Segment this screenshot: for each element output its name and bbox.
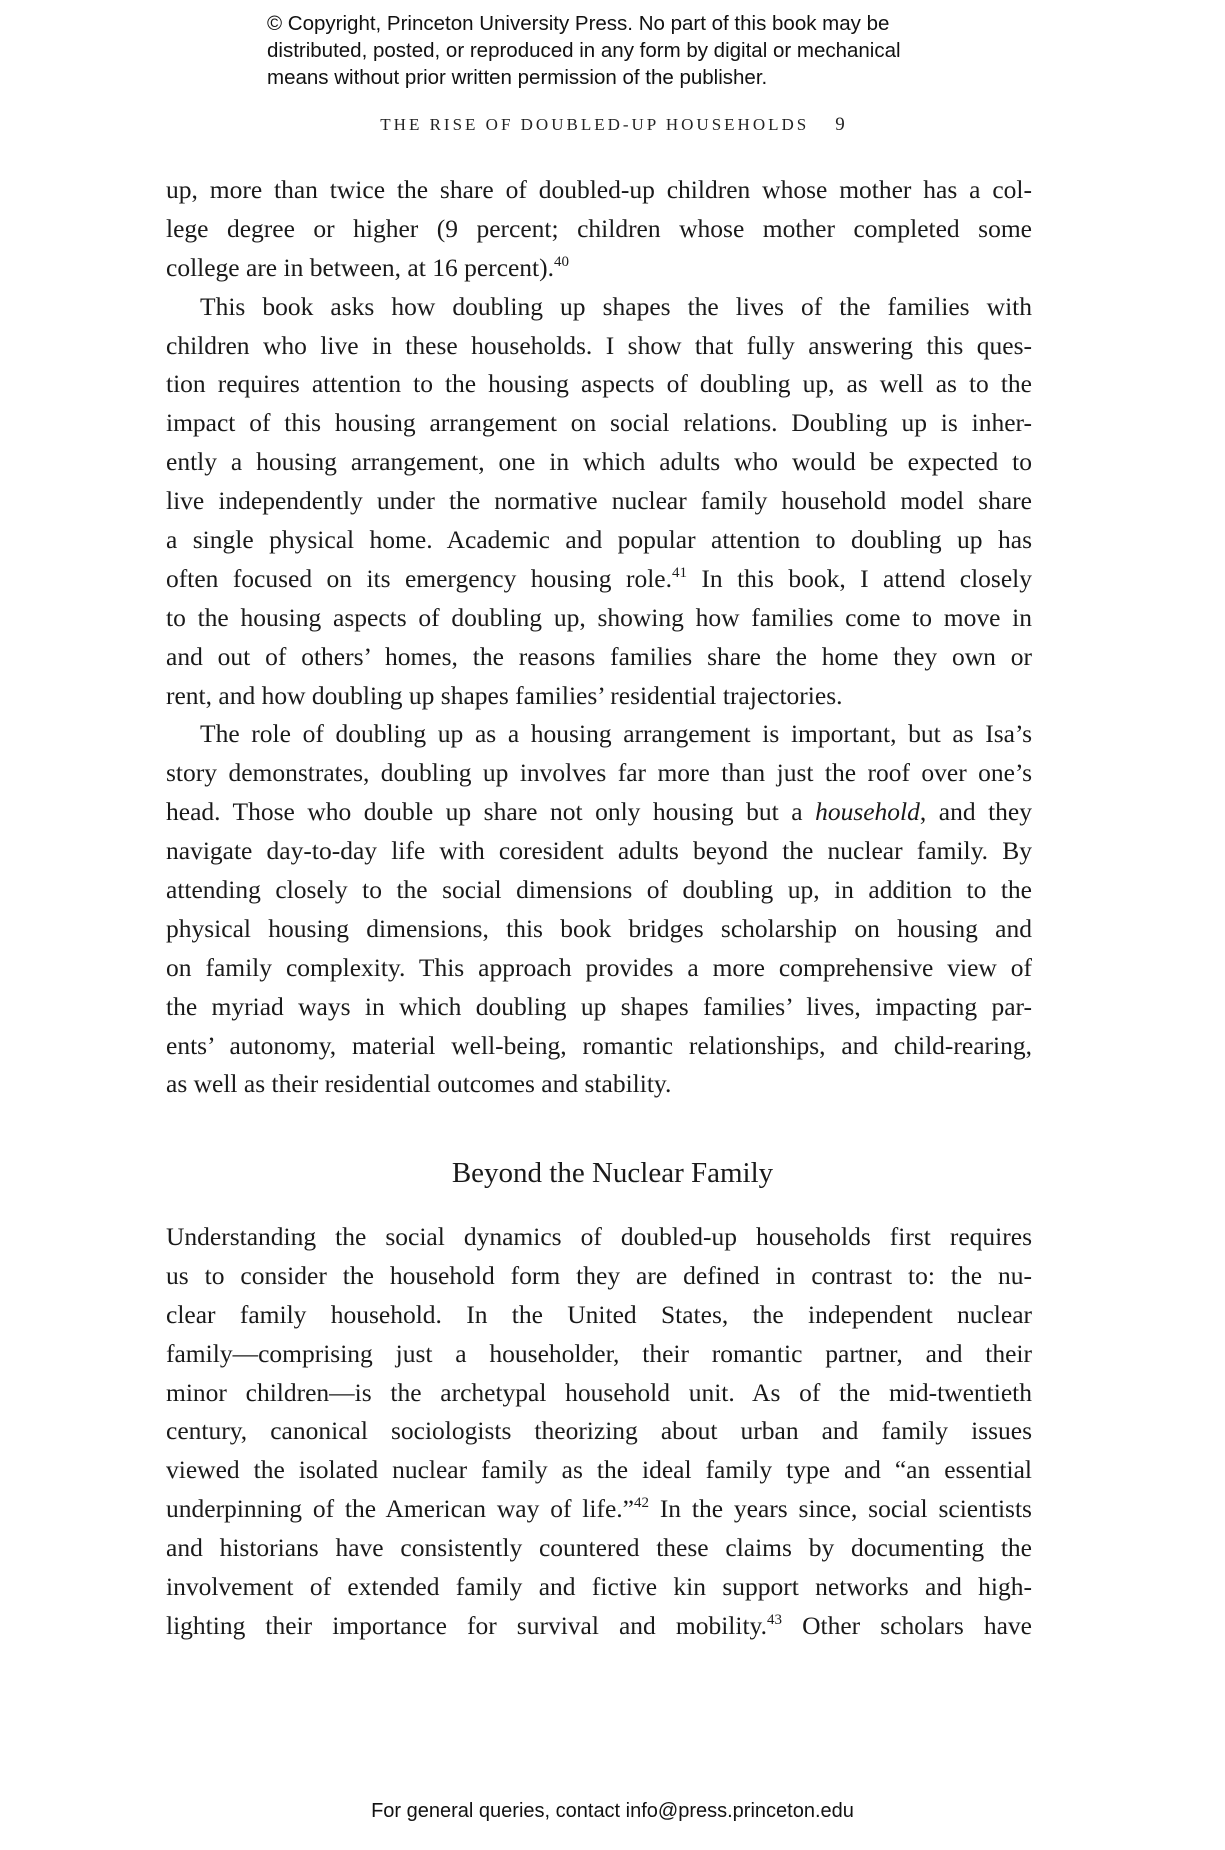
text-line [166,249,1032,288]
text-line [166,1568,1032,1607]
text-run: minor children—is the archetypal household unit. As of the mid-twentieth [166,1377,1032,1407]
text-run: attending closely to the social dimensions of doubling up, in addition to the [166,875,1032,905]
text-line [166,288,1032,327]
text-line [166,1529,1032,1568]
text-line [166,949,1032,988]
body-text-section-2 [166,1218,1032,1646]
text-run: lege degree or higher (9 percent; children whose mother completed some [166,213,1032,243]
copyright-line: distributed, posted, or reproduced in any form by digital or mechanical [267,39,901,62]
text-run: often focused on its emergency housing role. [166,563,672,593]
text-line [166,677,1032,716]
text-line [166,1218,1032,1257]
text-line [166,521,1032,560]
text-line [166,560,1032,599]
text-run: on family complexity. This approach provides a more comprehensive view of [166,952,1032,982]
section-heading: Beyond the Nuclear Family [451,1157,774,1189]
text-line [166,1490,1032,1529]
text-line [166,404,1032,443]
copyright-line: © Copyright, Princeton University Press. No part of this book may be [267,12,890,35]
text-line [166,1374,1032,1413]
text-run: up, more than twice the share of doubled-up children whose mother has a col- [166,175,1032,204]
text-line [166,910,1032,949]
text-run: to the housing aspects of doubling up, showing how families come to move in [166,602,1032,632]
text-line [166,1607,1032,1646]
text-run: the myriad ways in which doubling up shapes families’ lives, impacting par- [166,991,1032,1021]
text-run: century, canonical sociologists theorizing about urban and family issues [166,1416,1032,1446]
running-head-title: THE RISE OF DOUBLED-UP HOUSEHOLDS [380,115,810,134]
italic-text: household [815,797,920,827]
text-run: lighting their importance for survival and mobility. [166,1610,768,1640]
text-run: a single physical home. Academic and popular attention to doubling up has [166,525,1032,555]
text-line [166,1296,1032,1335]
text-run: Understanding the social dynamics of doubled-up households first requires [166,1222,1032,1251]
footnote-ref: 42 [633,1495,649,1512]
text-run: clear family household. In the United States, the independent nuclear [166,1299,1032,1329]
text-line [166,1412,1032,1451]
text-run: college are in between, at 16 percent). [166,252,554,282]
text-line [166,482,1032,521]
footer-contact: For general queries, contact info@press.princeton.edu [371,1800,854,1822]
text-run: impact of this housing arrangement on social relations. Doubling up is inher- [166,408,1032,438]
text-run: physical housing dimensions, this book bridges scholarship on housing and [166,913,1032,943]
paragraph [166,288,1032,716]
text-run: children who live in these households. I show that fully answering this ques- [166,330,1032,360]
text-run: viewed the isolated nuclear family as the ideal family type and “an essential [166,1455,1032,1485]
text-line [166,1451,1032,1490]
copyright-notice [267,10,901,91]
text-run: and out of others’ homes, the reasons families share the home they own or [166,641,1032,671]
text-line [166,715,1032,754]
text-run: , and they [919,797,1032,827]
running-head [0,114,1225,136]
text-run: In this book, I attend closely [686,563,1032,593]
body-text-section-1 [166,171,1032,1104]
text-line [166,988,1032,1027]
text-line [166,1257,1032,1296]
text-run: tion requires attention to the housing aspects of doubling up, as well as to the [166,369,1032,399]
text-line [166,327,1032,366]
text-line [166,1335,1032,1374]
text-run: This book asks how doubling up shapes the lives of the families with [200,291,1032,321]
text-run: Other scholars have [782,1610,1032,1640]
text-run: and historians have consistently countered these claims by documenting the [166,1533,1032,1563]
text-line [166,599,1032,638]
text-line [166,443,1032,482]
text-run: head. Those who double up share not only housing but a [166,797,816,827]
text-line [166,1027,1032,1066]
text-run: live independently under the normative nuclear family household model share [166,486,1032,516]
text-run: In the years since, social scientists [648,1494,1032,1524]
text-run: rent, and how doubling up shapes families’ residential trajectories. [166,680,843,710]
text-run: family—comprising just a householder, their romantic partner, and their [166,1338,1032,1368]
paragraph [166,715,1032,1104]
text-run: involvement of extended family and fictive kin support networks and high- [166,1572,1032,1602]
text-line [166,210,1032,249]
page-number: 9 [835,114,845,135]
text-line [166,171,1032,210]
text-run: ents’ autonomy, material well-being, romantic relationships, and child-rearing, [166,1030,1032,1060]
text-line [166,1065,1032,1104]
text-run: The role of doubling up as a housing arrangement is important, but as Isa’s [200,719,1032,749]
text-line [166,638,1032,677]
text-run: underpinning of the American way of life.” [166,1494,634,1524]
text-line [166,365,1032,404]
text-run: us to consider the household form they are defined in contrast to: the nu- [166,1260,1032,1290]
text-run: ently a housing arrangement, one in which adults who would be expected to [166,447,1032,477]
paragraph [166,171,1032,288]
text-run: story demonstrates, doubling up involves far more than just the roof over one’s [166,758,1032,788]
text-line [166,832,1032,871]
text-line [166,754,1032,793]
paragraph [166,1218,1032,1646]
footnote-ref: 40 [553,253,569,270]
text-line [166,871,1032,910]
text-run: as well as their residential outcomes and stability. [166,1069,672,1099]
copyright-line: means without prior written permission of the publisher. [267,66,768,89]
text-run: navigate day-to-day life with coresident adults beyond the nuclear family. By [166,836,1032,866]
footnote-ref: 43 [767,1611,783,1628]
footnote-ref: 41 [671,564,687,581]
text-line [166,793,1032,832]
